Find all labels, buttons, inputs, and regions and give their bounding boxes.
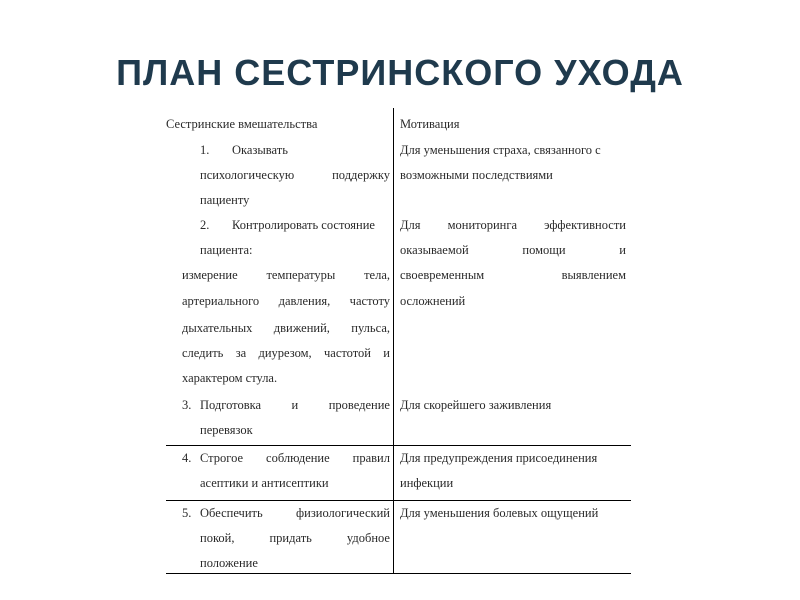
motivation-text: Для уменьшения болевых ощущений — [400, 506, 599, 520]
intervention-text: Контролировать состояние — [232, 218, 375, 232]
word: мониторинга — [447, 218, 518, 232]
word: покой, — [200, 531, 235, 545]
table-divider-vertical — [393, 108, 394, 574]
intervention-text: пациента: — [200, 243, 253, 257]
intervention-text: артериального давления, частоту — [182, 294, 390, 308]
word: Обеспечить — [200, 506, 263, 520]
word: придать — [269, 531, 312, 545]
word: Строгое — [200, 451, 244, 465]
intervention-text-line — [200, 451, 390, 465]
row-number: 2. — [200, 218, 210, 232]
word: удобное — [346, 531, 390, 545]
word: физиологический — [296, 506, 390, 520]
motivation-text: инфекции — [400, 476, 454, 490]
word: Подготовка — [200, 398, 262, 412]
row-number: 4. — [182, 451, 192, 465]
table-border-horizontal — [166, 500, 631, 501]
word: правил — [352, 451, 390, 465]
row-number: 1. — [200, 143, 210, 157]
word: выявлением — [561, 268, 626, 282]
word: поддержку — [332, 168, 390, 182]
word: Для — [400, 218, 421, 232]
motivation-text-line — [400, 243, 626, 257]
word: и — [291, 398, 299, 412]
intervention-text-line — [200, 398, 390, 412]
word: и — [619, 243, 626, 257]
column-header-interventions: Сестринские вмешательства — [166, 117, 318, 131]
intervention-text-line — [200, 168, 390, 182]
page-title: ПЛАН СЕСТРИНСКОГО УХОДА — [116, 52, 684, 93]
intervention-text: Оказывать — [232, 143, 288, 157]
intervention-text-line — [200, 531, 390, 545]
column-header-motivation: Мотивация — [400, 117, 460, 131]
motivation-text-line — [400, 268, 626, 282]
intervention-text: измерение температуры тела, — [182, 268, 390, 282]
motivation-text: Для предупреждения присоединения — [400, 451, 598, 465]
table-border-horizontal — [166, 445, 631, 446]
intervention-text: дыхательных движений, пульса, — [182, 321, 390, 335]
word: помощи — [522, 243, 566, 257]
word: проведение — [328, 398, 390, 412]
intervention-text: асептики и антисептики — [200, 476, 329, 490]
motivation-text: Для уменьшения страха, связанного с — [400, 143, 601, 157]
table-border-bottom — [166, 573, 631, 574]
intervention-text: характером стула. — [182, 371, 278, 385]
word: своевременным — [400, 268, 485, 282]
intervention-text-line — [200, 506, 390, 520]
intervention-text: пациенту — [200, 193, 250, 207]
row-number: 5. — [182, 506, 192, 520]
intervention-text-line — [182, 294, 390, 308]
word: эффективности — [544, 218, 626, 232]
intervention-text: перевязок — [200, 423, 253, 437]
motivation-text: возможными последствиями — [400, 168, 553, 182]
intervention-text: следить за диурезом, частотой и — [182, 346, 390, 360]
word: соблюдение — [266, 451, 330, 465]
motivation-text: Для скорейшего заживления — [400, 398, 552, 412]
word: психологическую — [200, 168, 295, 182]
intervention-text-line — [182, 268, 390, 282]
intervention-text: положение — [200, 556, 258, 570]
motivation-text-line — [400, 218, 626, 232]
word: оказываемой — [400, 243, 469, 257]
row-number: 3. — [182, 398, 192, 412]
intervention-text-line — [182, 321, 390, 335]
intervention-text-line — [182, 346, 390, 360]
motivation-text: осложнений — [400, 294, 466, 308]
